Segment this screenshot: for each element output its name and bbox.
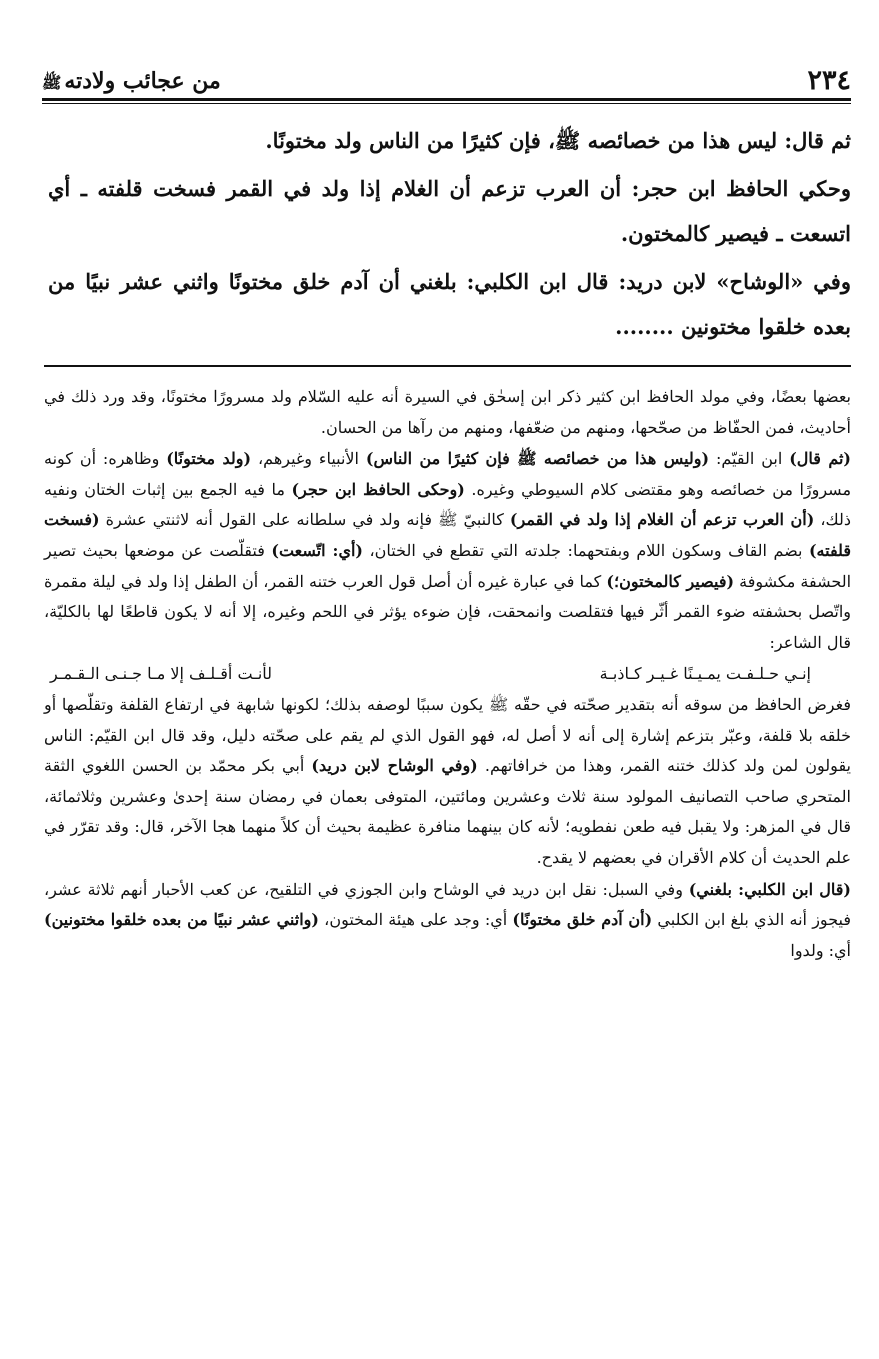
commentary-segment: الأنبياء وغيرهم، <box>251 449 366 469</box>
commentary-segment: فتقلّصت عن موضعها بحيث تصير الحشفة مكشوفة <box>44 540 852 591</box>
quoted-phrase: (فسخت قلفته) <box>44 510 851 560</box>
quoted-phrase: (فيصير كالمختون؛) <box>606 571 735 591</box>
running-title <box>42 68 221 96</box>
commentary-segment: ما فيه الجمع بين إثبات الختان ونفيه ذلك، <box>44 479 852 530</box>
main-paragraph-3: وفي «الوشاح» لابن دريد: قال ابن الكلبي: بلغني أن آدم خلق مختونًا واثني عشر نبيًا من بعده خلقوا مختونين ........ <box>48 269 851 339</box>
commentary-divider <box>44 365 851 367</box>
commentary-segment: ابن القيّم: <box>709 449 790 469</box>
commentary-paragraph-3 <box>44 690 851 874</box>
quoted-phrase: (وليس هذا من خصائصه ﷺ فإن كثيرًا من الناس) <box>365 449 710 469</box>
quoted-phrase: (وحكى الحافظ ابن حجر) <box>291 479 465 499</box>
verse-first-hemistich: إنـي حـلـفـت يمـيـنًا غـيـر كـاذبـة <box>599 664 811 684</box>
quoted-phrase: (أي: اتّسعت) <box>271 540 363 560</box>
quoted-phrase: (ولد مختونًا) <box>166 449 252 469</box>
commentary-segment: أبي بكر محمّد بن الحسن اللغوي الثقة المتحري صاحب التصانيف المولود سنة ثلاث وعشرين ومائتين، المتوفى بعمان في رمضان سنة إحدىٰ وعشرين وثلاثمائة، قال في المزهر: ولا يقبل فيه طعن نفطويه؛ لأنه كان بينهما منافرة عظيمة بحيث أن كلاً منهما هجا الآخر، قال: وقد تقرّر في علم الحديث أن كلام الأقران في بعضهم لا يقدح. <box>44 756 852 867</box>
main-text <box>48 118 851 352</box>
commentary-segment: وظاهره: أن كونه مسرورًا من خصائصه وهو مقتضى كلام السيوطي وغيره. <box>44 449 852 499</box>
commentary-segment: كما في عبارة غيره أن أصل قول العرب ختنه القمر، أن الطفل إذا ولد في ليلة مقمرة واتّصل بحشفته ضوء القمر أثّر فيها فتقلصت وانمحقت، فإن ضوءه يؤثر في اللحم وغيره، إلا أنه لا يكون قاطعًا لها بالكليّة، قال الشاعر: <box>44 571 851 652</box>
commentary-paragraph-1: بعضها بعضًا، وفي مولد الحافظ ابن كثير ذكر ابن إسحٰق في السيرة أنه عليه السّلام ولد مسرورًا مختونًا، وقد ورد ذلك في أحاديث، فمن الحفّاظ من صحّحها، ومنهم من ضعّفها، ومنهم من رآها من الحسان. <box>44 387 852 437</box>
commentary-segment: بضم القاف وسكون اللام وبفتحهما: جلدته التي تقطع في الختان، <box>363 540 809 560</box>
commentary-paragraph-4 <box>44 875 851 967</box>
page-header <box>42 56 851 96</box>
main-paragraph-2: وحكي الحافظ ابن حجر: أن العرب تزعم أن الغلام إذا ولد في القمر فسخت قلفته ـ أي اتسعت ـ فيصير كالمختون. <box>48 176 851 246</box>
quoted-phrase: (واثني عشر نبيًا من بعده خلقوا مختونين) <box>44 910 319 930</box>
running-title-text: من عجائب ولادته <box>64 68 221 94</box>
commentary-segment: أي: ولدوا <box>790 940 851 960</box>
quoted-phrase: (أن العرب تزعم أن الغلام إذا ولد في القمر) <box>509 510 815 530</box>
commentary-paragraph-2 <box>44 444 851 658</box>
quoted-phrase: (أن آدم خلق مختونًا) <box>512 910 653 930</box>
commentary-text <box>44 382 851 967</box>
quoted-phrase: (وفي الوشاح لابن دريد) <box>311 756 478 776</box>
quoted-phrase: (قال ابن الكلبي: بلغني) <box>688 879 852 899</box>
honorific-ligature: ﷺ <box>42 73 62 92</box>
main-paragraph-1: ثم قال: ليس هذا من خصائصه ﷺ، فإن كثيرًا من الناس ولد مختونًا. <box>265 128 851 153</box>
commentary-segment: كالنبيّ ﷺ فإنه ولد في سلطانه على القول أنه لاثنتي عشرة <box>99 510 510 530</box>
commentary-segment: وفي السبل: نقل ابن دريد في الوشاح وابن الجوزي في التلقيح، عن كعب الأحبار أنهم ثلاثة عشر، فيجوز أنه الذي بلغ ابن الكلبي <box>44 879 852 930</box>
commentary-segment: فغرض الحافظ من سوقه أنه بتقدير صحّته في حقّه ﷺ يكون سببًا لوصفه بذلك؛ لكونها شابهة في ارتفاع القلفة وتقلّصها أو خلقه بلا قلفة، وعبّر بتزعم إشارة إلى أنه لا أصل له، فهو القول الذي لم يقم على صحّته دليل، وقد قال ابن القيّم: الناس يقولون لمن ولد كذلك ختنه القمر، وهذا من خرافاتهم. <box>44 694 851 776</box>
page-number: ٢٣٤ <box>807 65 851 96</box>
poetry-verse <box>44 659 851 690</box>
quoted-phrase: (ثم قال) <box>789 449 852 469</box>
verse-second-hemistich: لأنـت أقـلـف إلا مـا جـنـى الـقـمـر <box>50 664 273 684</box>
commentary-segment: أي: وجد على هيئة المختون، <box>318 910 513 930</box>
header-rule <box>42 98 851 104</box>
